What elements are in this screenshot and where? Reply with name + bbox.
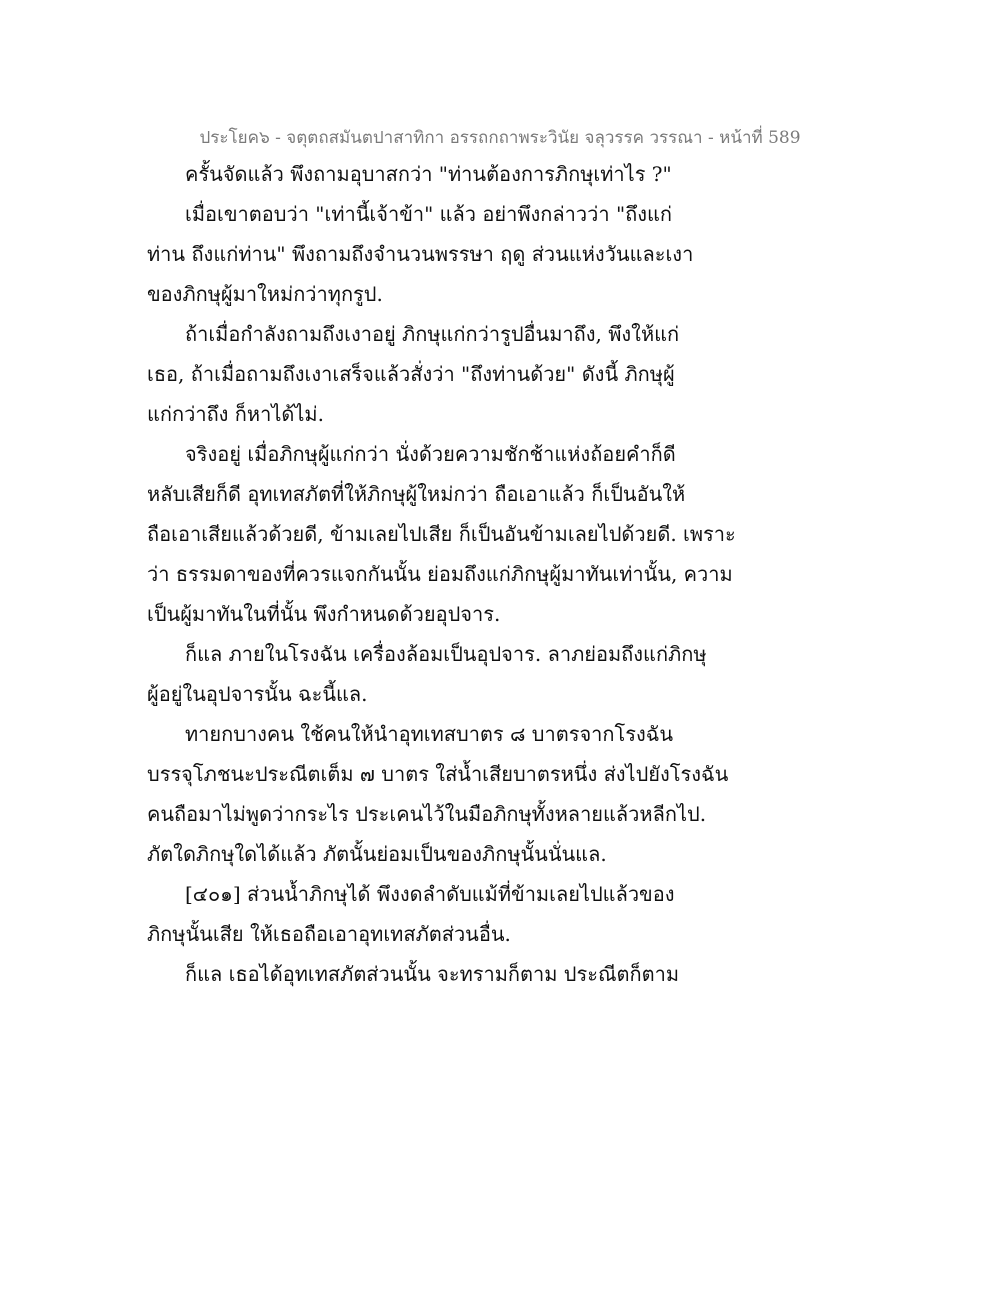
text-line: เธอ, ถ้าเมื่อถามถึงเงาเสร็จแล้วสั่งว่า "ถึงท่านด้วย" ดังนี้ ภิกษุผู้ (147, 362, 675, 386)
text-line: ผู้อยู่ในอุปจารนั้น ฉะนี้แล. (147, 682, 368, 706)
text-line: ทายกบางคน ใช้คนให้นำอุทเทสบาตร ๘ บาตรจากโรงฉัน (185, 722, 674, 746)
text-line: บรรจุโภชนะประณีตเต็ม ๗ บาตร ใส่น้ำเสียบาตรหนึ่ง ส่งไปยังโรงฉัน (147, 762, 729, 786)
text-line: แก่กว่าถึง ก็หาได้ไม่. (147, 402, 324, 426)
text-line: ของภิกษุผู้มาใหม่กว่าทุกรูป. (147, 282, 383, 306)
page-header: ประโยค๖ - จตุตถสมันตปาสาทิกา อรรถกถาพระวินัย จลุวรรค วรรณา - หน้าที่ 589 (199, 128, 801, 148)
text-line: ก็แล เธอได้อุทเทสภัตส่วนนั้น จะทรามก็ตาม ประณีตก็ตาม (185, 962, 680, 986)
text-line: [๔๐๑] ส่วนน้ำภิกษุได้ พึงงดลำดับแม้ที่ข้ามเลยไปแล้วของ (185, 882, 675, 906)
text-line: หลับเสียก็ดี อุทเทสภัตที่ให้ภิกษุผู้ใหม่กว่า ถือเอาแล้ว ก็เป็นอันให้ (147, 482, 686, 506)
text-line: ถ้าเมื่อกำลังถามถึงเงาอยู่ ภิกษุแก่กว่ารูปอื่นมาถึง, พึงให้แก่ (185, 322, 680, 346)
text-line: ภิกษุนั้นเสีย ให้เธอถือเอาอุทเทสภัตส่วนอื่น. (147, 922, 511, 946)
text-line: ถือเอาเสียแล้วด้วยดี, ข้ามเลยไปเสีย ก็เป็นอันข้ามเลยไปด้วยดี. เพราะ (147, 522, 736, 546)
text-line: ก็แล ภายในโรงฉัน เครื่องล้อมเป็นอุปจาร. ลาภย่อมถึงแก่ภิกษุ (185, 642, 707, 666)
text-line: เมื่อเขาตอบว่า "เท่านี้เจ้าข้า" แล้ว อย่าพึงกล่าวว่า "ถึงแก่ (185, 202, 673, 226)
text-line: เป็นผู้มาทันในที่นั้น พึงกำหนดด้วยอุปจาร. (147, 602, 501, 626)
text-line: ว่า ธรรมดาของที่ควรแจกกันนั้น ย่อมถึงแก่ภิกษุผู้มาทันเท่านั้น, ความ (147, 562, 733, 586)
text-line: จริงอยู่ เมื่อภิกษุผู้แก่กว่า นั่งด้วยความชักช้าแห่งถ้อยคำก็ดี (185, 442, 676, 466)
text-line: ครั้นจัดแล้ว พึงถามอุบาสกว่า "ท่านต้องการภิกษุเท่าไร ?" (185, 162, 672, 186)
text-line: คนถือมาไม่พูดว่ากระไร ประเคนไว้ในมือภิกษุทั้งหลายแล้วหลีกไป. (147, 802, 707, 826)
text-line: ภัตใดภิกษุใดได้แล้ว ภัตนั้นย่อมเป็นของภิกษุนั้นนั่นแล. (147, 842, 607, 866)
text-line: ท่าน ถึงแก่ท่าน" พึงถามถึงจำนวนพรรษา ฤดู ส่วนแห่งวันและเงา (147, 242, 694, 266)
